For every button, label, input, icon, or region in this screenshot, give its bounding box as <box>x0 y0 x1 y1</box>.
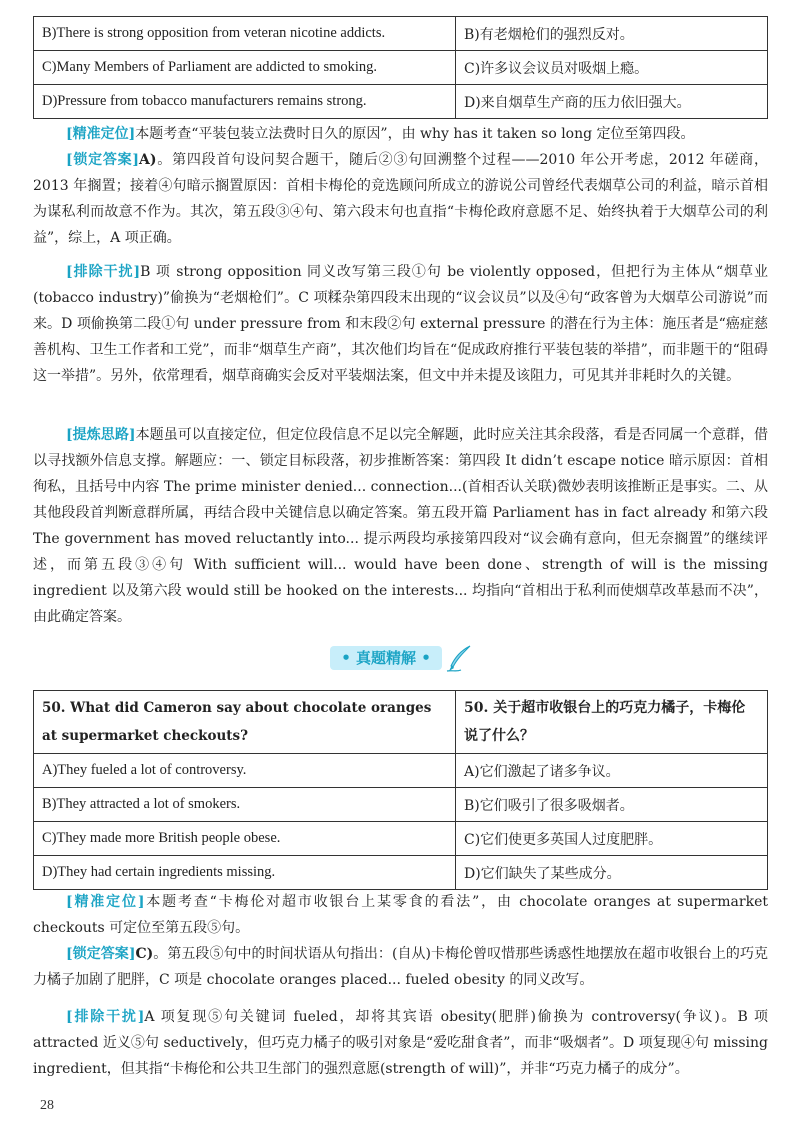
section-tag: [锁定答案] <box>66 152 140 168</box>
option-zh: B)它们吸引了很多吸烟者。 <box>456 788 768 822</box>
paragraph-text: 本题虽可以直接定位，但定位段信息不足以完全解题，此时应关注其余段落，看是否同属一个意群，借以寻找额外信息支撑。解题应：一、锁定目标段落，初步推断答案：第四段 It didn’t escape notice 暗示原因：首相徇私，且括号中内容 The prime minister denied... connection...(首相否认关联)微妙表明该推断正是事实。二、从其他段段首判断意群所属，再结合段中关键信息以确定答案。第五段开篇 Parliament has in fact already 和第六段 The government has moved reluctantly into... 提示两段均承接第四段对“议会确有意向，但无奈搁置”的继续评述，而第五段③④句 With sufficient will... would have been done、strength of will is the missing ingredient 以及第六段 would still be hooked on the interests... 均指向“首相出于私利而使烟草改革悬而不决”，由此确定答案。 <box>33 427 769 625</box>
option-en: C)They made more British people obese. <box>34 822 456 856</box>
table-row <box>34 51 768 85</box>
option-zh: D)来自烟草生产商的压力依旧强大。 <box>456 85 768 119</box>
paragraph-text: 。第五段⑤句中的时间状语从句指出：(自从)卡梅伦曾叹惜那些诱惑性地摆放在超市收银台上的巧克力橘子加剧了肥胖，C 项是 chocolate oranges placed... fueled obesity 的同义改写。 <box>33 946 768 988</box>
explanation-paragraph <box>33 941 768 993</box>
paragraph-text: B 项 strong opposition 同义改写第三段①句 be violently opposed，但把行为主体从“烟草业(tobacco industry)”偷换为“老烟枪们”。C 项糅杂第四段末出现的“议会议员”以及④句“政客曾为大烟草公司游说”而来。D 项偷换第二段①句 under pressure from 和末段②句 external pressure 的潜在行为主体：施压者是“癌症慈善机构、卫生工作者和工党”，而非“烟草生产商”，其次他们均旨在“促成政府推行平装包装的举措”，而非题干的“阻碍这一举措”。另外，依常理看，烟草商确实会反对平装烟法案，但文中并未提及该阻力，可见其并非耗时久的关键。 <box>33 264 768 384</box>
question-table <box>33 690 768 890</box>
paragraph-text: 。第四段首句设问契合题干，随后②③句回溯整个过程——2010 年公开考虑，2012 年磋商，2013 年搁置；接着④句暗示搁置原因：首相卡梅伦的竞选顾问所成立的游说公司曾经代表烟草公司的利益，暗示首相为谋私利而故意不作为。其次，第五段③④句、第六段末句也直指“卡梅伦政府意愿不足、始终执着于大烟草公司的利益”，综上，A 项正确。 <box>33 152 769 246</box>
table-row <box>34 85 768 119</box>
banner-label: • 真题精解 • <box>330 646 442 670</box>
paragraph-text: A 项复现⑤句关键词 fueled，却将其宾语 obesity(肥胖)偷换为 controversy(争议)。B 项 attracted 近义⑤句 seductively，但巧克力橘子的吸引对象是“爱吃甜食者”，而非“吸烟者”。D 项复现④句 missing ingredient，但其指“卡梅伦和公共卫生部门的强烈意愿(strength of will)”，并非“巧克力橘子的成分”。 <box>33 1009 768 1077</box>
table-row <box>34 856 768 890</box>
explanation-paragraph <box>33 1004 768 1082</box>
explanation-paragraph <box>33 422 768 630</box>
option-zh: B)有老烟枪们的强烈反对。 <box>456 17 768 51</box>
paragraph-text: 本题考查“平装包装立法费时日久的原因”，由 why has it taken so long 定位至第四段。 <box>135 126 695 142</box>
table-row <box>34 754 768 788</box>
explanation-paragraph <box>33 147 768 251</box>
option-zh: C)它们使更多英国人过度肥胖。 <box>456 822 768 856</box>
paragraph-text: 本题考查“卡梅伦对超市收银台上某零食的看法”，由 chocolate oranges at supermarket checkouts 可定位至第五段⑤句。 <box>33 894 768 936</box>
option-zh: D)它们缺失了某些成分。 <box>456 856 768 890</box>
options-table-top <box>33 16 768 119</box>
explanation-paragraph <box>33 259 768 389</box>
table-row <box>34 822 768 856</box>
section-tag: [锁定答案] <box>66 946 136 962</box>
option-zh: A)它们激起了诸多争议。 <box>456 754 768 788</box>
section-tag: [排除干扰] <box>66 1009 145 1025</box>
option-zh: C)许多议会议员对吸烟上瘾。 <box>456 51 768 85</box>
explanation-paragraph <box>33 889 768 941</box>
section-tag: [提炼思路] <box>66 427 136 443</box>
question-row <box>34 691 768 754</box>
answer-letter: A) <box>139 152 157 168</box>
option-en: A)They fueled a lot of controversy. <box>34 754 456 788</box>
option-en: B)There is strong opposition from veteran nicotine addicts. <box>34 17 456 51</box>
question-en: 50. What did Cameron say about chocolate oranges at supermarket checkouts? <box>34 691 456 754</box>
table-row <box>34 17 768 51</box>
section-tag: [精准定位] <box>66 126 136 142</box>
section-tag: [精准定位] <box>66 894 145 910</box>
section-tag: [排除干扰] <box>66 264 141 280</box>
option-en: D)Pressure from tobacco manufacturers remains strong. <box>34 85 456 119</box>
option-en: B)They attracted a lot of smokers. <box>34 788 456 822</box>
option-en: D)They had certain ingredients missing. <box>34 856 456 890</box>
page-number: 28 <box>40 1098 54 1113</box>
question-zh: 50. 关于超市收银台上的巧克力橘子，卡梅伦说了什么？ <box>456 691 768 754</box>
explanation-paragraph <box>33 121 768 147</box>
answer-letter: C) <box>135 946 154 962</box>
table-row <box>34 788 768 822</box>
option-en: C)Many Members of Parliament are addicted to smoking. <box>34 51 456 85</box>
quill-icon <box>444 644 474 674</box>
